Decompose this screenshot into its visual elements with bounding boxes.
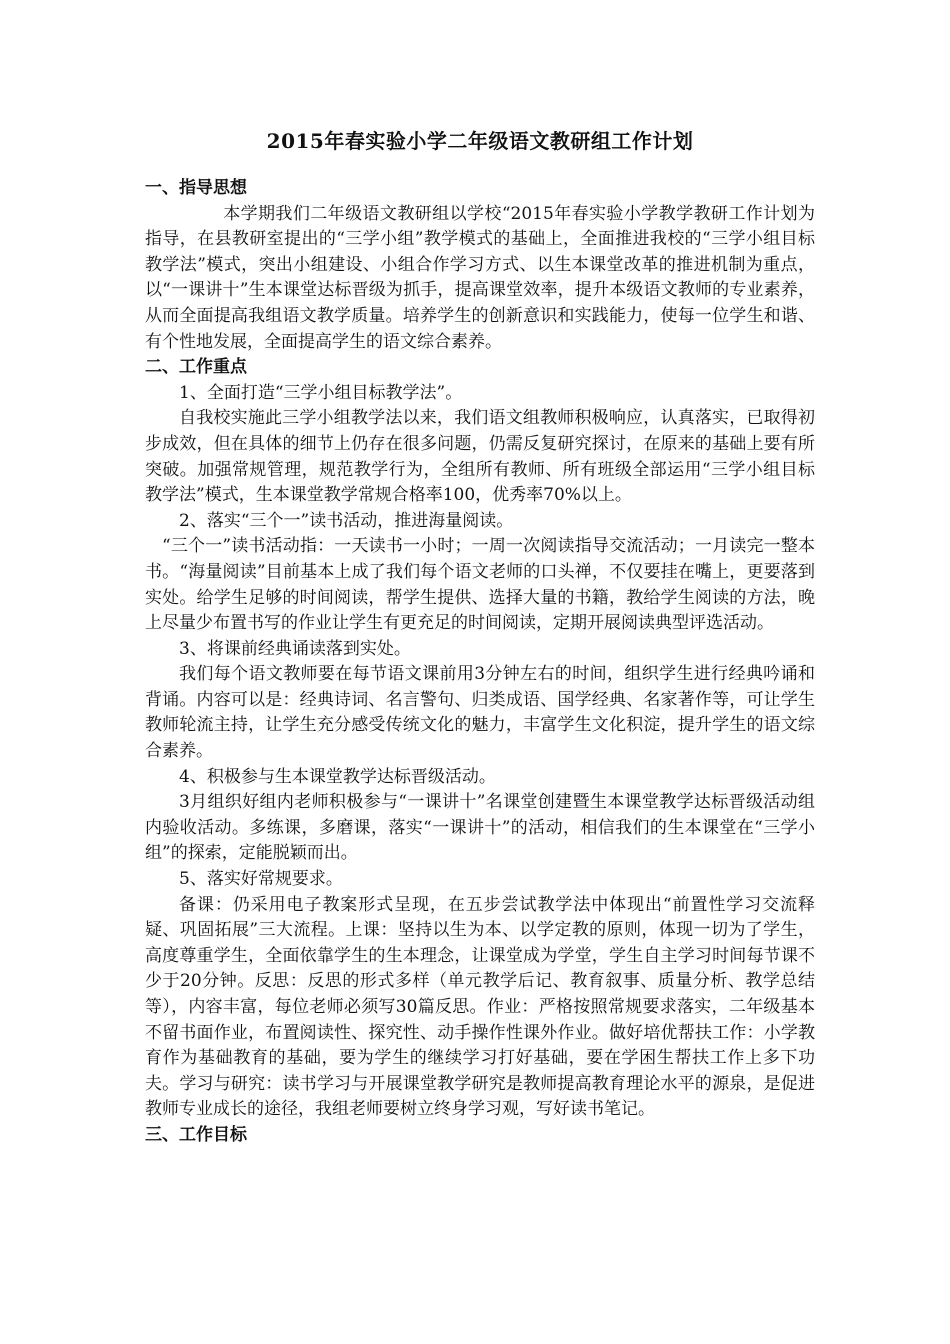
paragraph-guiding-thought: 本学期我们二年级语文教研组以学校“2015年春实验小学教学教研工作计划为指导，在县教研室提出的“三学小组”教学模式的基础上，全面推进我校的“三学小组目标教学法”模式，突出小组建设、小组合作学习方式、以生本课堂改革的推进机制为重点，以“一课讲十”生本课堂达标晋级为抓手，提高课堂效率，提升本级语文教师的专业素养，从而全面提高我组语文教学质量。培养学生的创新意识和实践能力，使每一位学生和谐、有个性地发展，全面提高学生的语文综合素养。 (145, 203, 815, 352)
focus-item-4-paragraph: 3月组织好组内老师积极参与“一课讲十”名课堂创建暨生本课堂教学达标晋级活动组内验收活动。多练课，多磨课，落实“一课讲十”的活动，相信我们的生本课堂在“三学小组”的探索，定能脱颖而出。 (145, 792, 815, 864)
section-heading-work-goals: 三、工作目标 (145, 1124, 247, 1145)
focus-item-5-paragraph: 备课：仍采用电子教案形式呈现，在五步尝试教学法中体现出“前置性学习交流释疑、巩固拓展”三大流程。上课：坚持以生为本、以学定教的原则，体现一切为了学生，高度尊重学生，全面依靠学生的生本理念，让课堂成为学堂，学生自主学习时间每节课不少于20分钟。反思：反思的形式多样（单元教学后记、教育叙事、质量分析、教学总结等），内容丰富，每位老师必须写30篇反思。作业：严格按照常规要求落实，二年级基本不留书面作业，布置阅读性、探究性、动手操作性课外作业。做好培优帮扶工作：小学教育作为基础教育的基础，要为学生的继续学习打好基础，要在学困生帮扶工作上多下功夫。学习与研究：读书学习与开展课堂教学研究是教师提高教育理论水平的源泉，是促进教师专业成长的途径，我组老师要树立终身学习观，写好读书笔记。 (145, 894, 815, 1120)
document-title: 2015年春实验小学二年级语文教研组工作计划 (266, 129, 694, 153)
section-heading-guiding-thought: 一、指导思想 (145, 178, 247, 198)
focus-item-4: 4、积极参与生本课堂教学达标晋级活动。 (179, 766, 496, 787)
focus-item-2: 2、落实“三个一”读书活动，推进海量阅读。 (179, 510, 514, 531)
section-heading-work-focus: 二、工作重点 (145, 357, 247, 378)
focus-item-1: 1、全面打造“三学小组目标教学法”。 (179, 382, 463, 403)
focus-item-5: 5、落实好常规要求。 (179, 869, 343, 890)
focus-item-3-paragraph: 我们每个语文教师要在每节语文课前用3分钟左右的时间，组织学生进行经典吟诵和背诵。内容可以是：经典诗词、名言警句、归类成语、国学经典、名家著作等，可让学生教师轮流主持，让学生充分感受传统文化的魅力，丰富学生文化积淀，提升学生的语文综合素养。 (145, 664, 815, 762)
focus-item-2-paragraph: “三个一”读书活动指：一天读书一小时；一周一次阅读指导交流活动；一月读完一整本书。“海量阅读”目前基本上成了我们每个语文老师的口头禅，不仅要挂在嘴上，更要落到实处。给学生足够的时间阅读，帮学生提供、选择大量的书籍，教给学生阅读的方法，晚上尽量少布置书写的作业让学生有更充足的时间阅读，定期开展阅读典型评选活动。 (145, 536, 815, 634)
document-body (145, 126, 815, 1149)
focus-item-1-paragraph: 自我校实施此三学小组教学法以来，我们语文组教师积极响应，认真落实，已取得初步成效，但在具体的细节上仍存在很多问题，仍需反复研究探讨，在原来的基础上要有所突破。加强常规管理，规范教学行为，全组所有教师、所有班级全部运用“三学小组目标教学法”模式，生本课堂教学常规合格率100，优秀率70%以上。 (145, 408, 815, 506)
focus-item-3: 3、将课前经典诵读落到实处。 (179, 638, 411, 659)
